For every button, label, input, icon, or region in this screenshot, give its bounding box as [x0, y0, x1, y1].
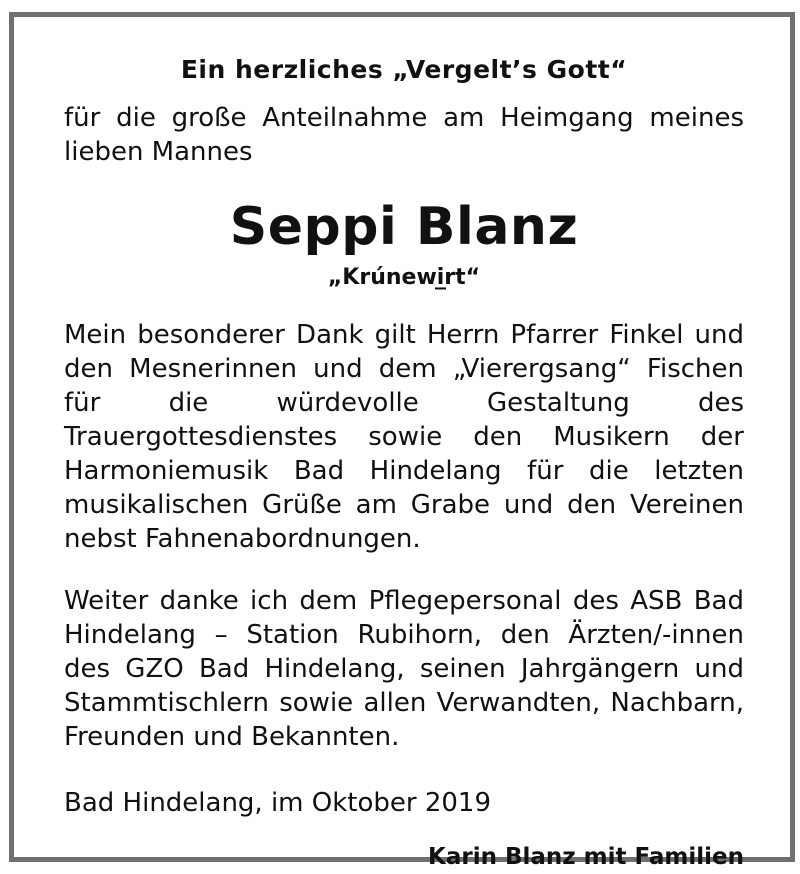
thanks-paragraph-2: Weiter danke ich dem Pflegepersonal des ASB Bad Hindelang – Station Rubihorn, den Ärzten/-innen des GZO Bad Hindelang, seinen Jahrgängern und Stammtischlern sowie allen Verwandten, Nachbarn, Freunden und Bekannten.: [64, 586, 744, 752]
place-date: Bad Hindelang, im Oktober 2019: [64, 788, 492, 818]
deceased-name: Seppi Blanz: [229, 197, 579, 257]
notice-intro: für die große Anteilnahme am Heimgang meines lieben Mannes: [64, 103, 744, 167]
deceased-nickname: „Krúnewi̲rt“: [327, 265, 481, 290]
thanks-paragraph-1: Mein besonderer Dank gilt Herrn Pfarrer Finkel und den Mesnerinnen und dem „Vierergsang“ Fischen für die würdevolle Gestaltung des Trauergottesdienstes sowie den Musikern der Harmoniemusik Bad Hindelang für die letzten musikalischen Grüße am Grabe und den Vereinen nebst Fahnenabordnungen.: [64, 320, 744, 554]
signature: Karin Blanz mit Familien: [428, 844, 744, 870]
notice-title: Ein herzliches „Vergelt’s Gott“: [180, 55, 628, 84]
notice-frame: [9, 12, 795, 870]
notice-content: [64, 53, 744, 874]
